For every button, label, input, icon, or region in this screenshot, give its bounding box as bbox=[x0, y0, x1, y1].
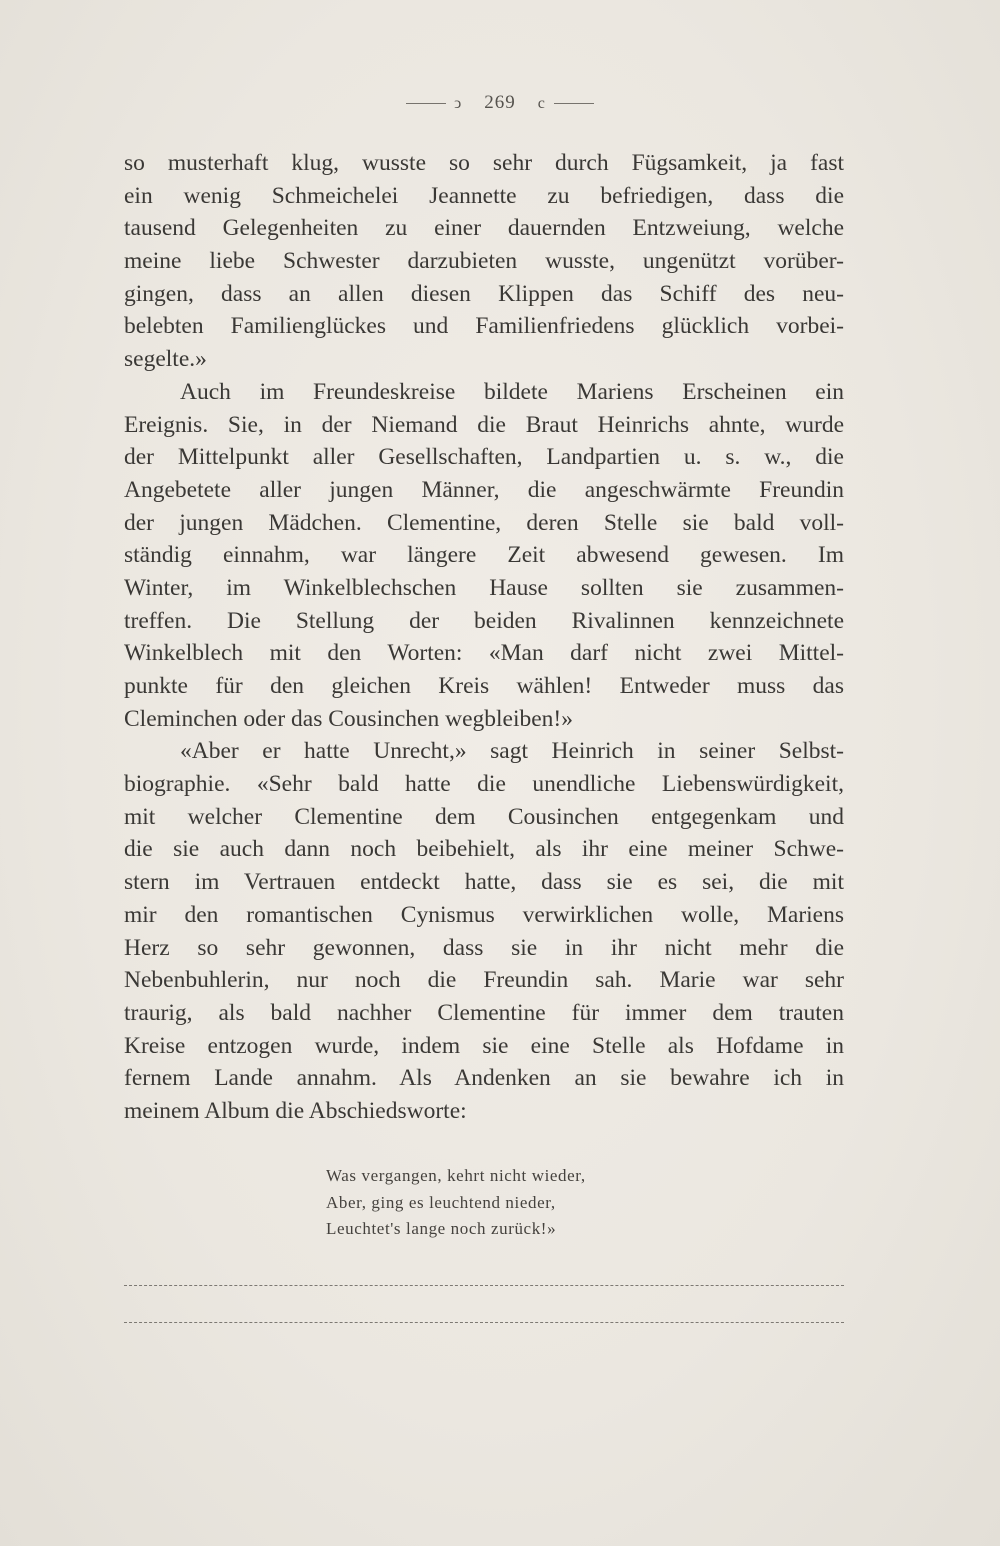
text-line: meine liebe Schwester darzubieten wusste, ungenützt vorüber- bbox=[124, 248, 844, 275]
text-line: Angebetete aller jungen Männer, die angeschwärmte Freundin bbox=[124, 476, 844, 503]
header-ornament-left: ↄ bbox=[454, 95, 463, 112]
text-line: treffen. Die Stellung der beiden Rivalinnen kennzeichnete bbox=[124, 607, 844, 634]
text-line: Kreise entzogen wurde, indem sie eine Stelle als Hofdame in bbox=[124, 1032, 844, 1059]
text-line: tausend Gelegenheiten zu einer dauernden Entzweiung, welche bbox=[124, 215, 844, 242]
text-line: punkte für den gleichen Kreis wählen! Entweder muss das bbox=[124, 673, 844, 699]
page-header bbox=[0, 92, 1000, 114]
poem-line: Leuchtet's lange noch zurück!» bbox=[326, 1219, 557, 1238]
text-line: Herz so sehr gewonnen, dass sie in ihr nicht mehr die bbox=[124, 934, 844, 961]
text-line: stern im Vertrauen entdeckt hatte, dass sie es sei, die mit bbox=[124, 869, 844, 896]
text-line: meinem Album die Abschiedsworte: bbox=[124, 1097, 467, 1124]
text-line: mit welcher Clementine dem Cousinchen entgegenkam und bbox=[124, 803, 844, 830]
text-line: gingen, dass an allen diesen Klippen das Schiff des neu- bbox=[124, 280, 844, 307]
header-rule-left bbox=[406, 103, 446, 104]
poem-quote bbox=[326, 1163, 586, 1243]
poem-line: Aber, ging es leuchtend nieder, bbox=[326, 1192, 556, 1212]
text-line: so musterhaft klug, wusste so sehr durch Fügsamkeit, ja fast bbox=[124, 150, 844, 176]
header-rule-right bbox=[554, 103, 594, 104]
text-line: ein wenig Schmeichelei Jeannette zu befriedigen, dass die bbox=[124, 182, 844, 209]
text-line: der Mittelpunkt aller Gesellschaften, Landpartien u. s. w., die bbox=[124, 444, 844, 471]
text-line: Cleminchen oder das Cousinchen wegbleiben!» bbox=[124, 705, 573, 732]
text-line: Ereignis. Sie, in der Niemand die Braut Heinrichs ahnte, wurde bbox=[124, 411, 844, 438]
text-line: Winkelblech mit den Worten: «Man darf nicht zwei Mittel- bbox=[124, 640, 844, 667]
poem-line: Was vergangen, kehrt nicht wieder, bbox=[326, 1166, 586, 1185]
text-line: belebten Familienglückes und Familienfriedens glücklich vorbei- bbox=[124, 313, 844, 340]
text-line: ständig einnahm, war längere Zeit abwesend gewesen. Im bbox=[124, 542, 844, 569]
text-line: traurig, als bald nachher Clementine für immer dem trauten bbox=[124, 999, 844, 1026]
body-text bbox=[124, 147, 844, 1128]
dashed-separator bbox=[124, 1285, 844, 1288]
text-line: biographie. «Sehr bald hatte die unendliche Liebenswürdigkeit, bbox=[124, 771, 844, 798]
dashed-separator bbox=[124, 1322, 844, 1325]
text-line: Auch im Freundeskreise bildete Mariens Erscheinen ein bbox=[180, 378, 844, 405]
header-ornament-right: c bbox=[537, 95, 546, 112]
page-number: 269 bbox=[484, 92, 516, 113]
text-line: Nebenbuhlerin, nur noch die Freundin sah. Marie war sehr bbox=[124, 967, 844, 994]
text-line: fernem Lande annahm. Als Andenken an sie bewahre ich in bbox=[124, 1065, 844, 1092]
text-line: «Aber er hatte Unrecht,» sagt Heinrich in seiner Selbst- bbox=[180, 738, 844, 765]
text-line: der jungen Mädchen. Clementine, deren Stelle sie bald voll- bbox=[124, 509, 844, 536]
text-line: Winter, im Winkelblechschen Hause sollten sie zusammen- bbox=[124, 574, 844, 601]
text-line: mir den romantischen Cynismus verwirklichen wolle, Mariens bbox=[124, 901, 844, 928]
text-line: segelte.» bbox=[124, 346, 207, 373]
text-line: die sie auch dann noch beibehielt, als ihr eine meiner Schwe- bbox=[124, 836, 844, 863]
